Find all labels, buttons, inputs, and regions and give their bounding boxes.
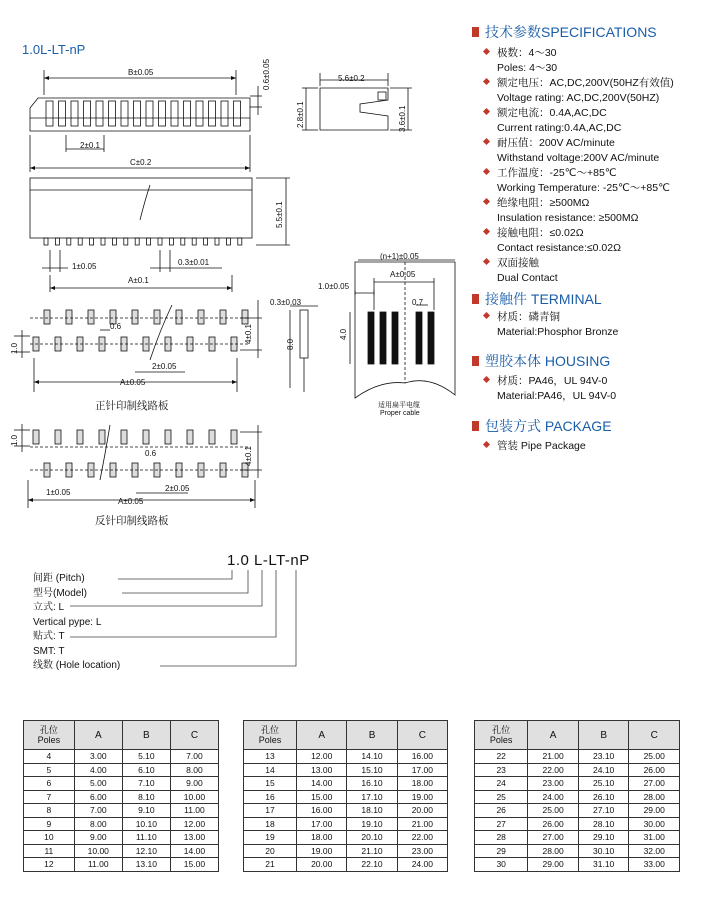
table-row — [24, 804, 219, 818]
poles-table-1 — [23, 720, 219, 872]
table-cell: 10.00 — [74, 844, 122, 858]
dim-a01: A±0.1 — [128, 276, 149, 285]
dim-t03: 0.3±0.01 — [178, 258, 210, 267]
table-cell: 26.00 — [629, 763, 680, 777]
table-row — [475, 750, 680, 764]
table-cell: 29.00 — [528, 858, 579, 872]
table-cell: 30 — [475, 858, 528, 872]
table-cell: 6 — [24, 777, 75, 791]
table-cell: 17.10 — [347, 790, 397, 804]
dim-aa: A±0.05 — [120, 378, 146, 387]
dim-h10b: 1.0 — [10, 434, 19, 446]
table-cell: 12.00 — [297, 750, 347, 764]
spec-en: Contact resistance:≤0.02Ω — [497, 241, 621, 254]
table-row — [24, 763, 219, 777]
spec-en: Insulation resistance: ≥500MΩ — [497, 211, 639, 224]
table-row — [244, 831, 448, 845]
dim-c: C±0.2 — [130, 158, 152, 167]
table-cell: 24.00 — [528, 790, 579, 804]
table-cell: 5 — [24, 763, 75, 777]
dim-p2: 2±0.1 — [80, 141, 100, 150]
table-cell: 5.00 — [74, 777, 122, 791]
table-cell: 22 — [475, 750, 528, 764]
table-cell: 20.10 — [347, 831, 397, 845]
table-cell: 4 — [24, 750, 75, 764]
table-cell: 14.10 — [347, 750, 397, 764]
table-cell: 22.10 — [347, 858, 397, 872]
part-number-line: 线数 (Hole location) — [33, 660, 121, 671]
table-cell: 15.00 — [297, 790, 347, 804]
dim-p10: 1.0±0.05 — [318, 282, 350, 291]
table-cell: 14.00 — [297, 777, 347, 791]
table-cell: 23.10 — [578, 750, 629, 764]
table-cell: 19 — [244, 831, 297, 845]
table-row — [24, 817, 219, 831]
table-cell: 10.00 — [170, 790, 218, 804]
table-row — [475, 831, 680, 845]
table-cell: 22.00 — [397, 831, 447, 845]
spec-cn: 额定电压：AC,DC,200V(50HZ有效值) — [497, 77, 674, 89]
spec-cn: 额定电流：0.4A,AC,DC — [497, 107, 607, 119]
table-cell: 17.00 — [297, 817, 347, 831]
table-cell: 22.00 — [528, 763, 579, 777]
spec-cn: 材质：磷青铜 — [497, 311, 560, 323]
dim-b: B±0.05 — [128, 68, 154, 77]
table-cell: 7.00 — [74, 804, 122, 818]
spec-en: Poles: 4～30 — [497, 61, 558, 74]
table-cell: 12.10 — [122, 844, 170, 858]
dim-h06: 0.6±0.05 — [262, 58, 271, 90]
spec-en: Material:Phosphor Bronze — [497, 325, 619, 338]
poles-table-2 — [243, 720, 448, 872]
table-row — [24, 777, 219, 791]
spec-heading: 技术参数SPECIFICATIONS — [472, 22, 657, 42]
table-cell: 26.00 — [528, 817, 579, 831]
poles-header — [24, 721, 75, 750]
dim-p1: 1±0.05 — [72, 262, 97, 271]
table-cell: 12.00 — [170, 817, 218, 831]
table-cell: 29.00 — [629, 804, 680, 818]
poles-header-en: Poles — [258, 735, 282, 745]
spec-cn: 双面接触 — [497, 257, 539, 269]
table-row — [475, 777, 680, 791]
poles-header-en: Poles — [489, 735, 513, 745]
table-cell: 18.10 — [347, 804, 397, 818]
poles-header — [475, 721, 528, 750]
dim-d06b: 0.6 — [145, 449, 157, 458]
table-cell: 30.00 — [629, 817, 680, 831]
poles-header — [244, 721, 297, 750]
table-cell: 9.10 — [122, 804, 170, 818]
table-row — [24, 858, 219, 872]
dim-p2b: 2±0.05 — [152, 362, 177, 371]
spec-en: Withstand voltage:200V AC/minute — [497, 151, 660, 164]
table-row — [475, 844, 680, 858]
table-cell: 11.10 — [122, 831, 170, 845]
table-cell: 16.00 — [297, 804, 347, 818]
table-row — [475, 858, 680, 872]
pcb-normal-caption: 正针印制线路板 — [95, 400, 169, 412]
poles-header-cn: 孔位 — [39, 725, 58, 735]
table-cell: 24 — [475, 777, 528, 791]
col-header-c: C — [170, 721, 218, 750]
dim-h28: 2.8±0.1 — [296, 101, 305, 128]
table-cell: 14 — [244, 763, 297, 777]
table-cell: 21.00 — [397, 817, 447, 831]
table-cell: 6.00 — [74, 790, 122, 804]
table-cell: 8.00 — [74, 817, 122, 831]
table-cell: 9.00 — [170, 777, 218, 791]
spec-cn: 接触电阻：≤0.02Ω — [497, 227, 584, 239]
col-header-c: C — [397, 721, 447, 750]
spec-cn: 工作温度：-25℃～+85℃ — [497, 167, 617, 179]
table-cell: 16.10 — [347, 777, 397, 791]
table-cell: 12 — [24, 858, 75, 872]
table-cell: 16 — [244, 790, 297, 804]
dim-ab: A±0.05 — [118, 497, 144, 506]
table-cell: 15.10 — [347, 763, 397, 777]
table-row — [24, 844, 219, 858]
table-cell: 6.10 — [122, 763, 170, 777]
dim-h4: 4.0 — [339, 328, 348, 340]
table-cell: 10.10 — [122, 817, 170, 831]
table-row — [475, 804, 680, 818]
part-number-line: SMT: T — [33, 645, 65, 657]
pcb-reverse-caption: 反针印制线路板 — [95, 515, 169, 527]
table-cell: 17.00 — [397, 763, 447, 777]
col-header-b: B — [578, 721, 629, 750]
table-row — [244, 763, 448, 777]
poles-header-en: Poles — [37, 735, 61, 745]
table-row — [244, 777, 448, 791]
spec-en: Voltage rating: AC,DC,200V(50HZ) — [497, 91, 660, 104]
table-row — [24, 831, 219, 845]
dim-h41: 4±0.1 — [244, 324, 253, 344]
table-cell: 25.00 — [629, 750, 680, 764]
table-cell: 7.10 — [122, 777, 170, 791]
part-number-line: 立式: L — [33, 602, 65, 613]
part-number-line: 贴式: T — [33, 631, 65, 642]
table-cell: 21 — [244, 858, 297, 872]
table-cell: 31.10 — [578, 858, 629, 872]
table-cell: 10 — [24, 831, 75, 845]
terminal-heading: 接触件 TERMINAL — [472, 289, 602, 309]
housing-heading: 塑胶本体 HOUSING — [472, 351, 610, 371]
table-cell: 29.10 — [578, 831, 629, 845]
spec-cn: 绝缘电阻：≥500MΩ — [497, 197, 590, 209]
table-cell: 9 — [24, 817, 75, 831]
part-number-title: 1.0 L-LT-nP — [227, 552, 310, 569]
part-number-legend — [33, 572, 120, 674]
table-cell: 18.00 — [297, 831, 347, 845]
table-row — [244, 750, 448, 764]
dim-d06: 0.6 — [110, 322, 122, 331]
spec-cn: 极数：4～30 — [497, 47, 557, 59]
spec-en: Material:PA46，UL 94V-0 — [497, 389, 617, 402]
table-cell: 25.00 — [528, 804, 579, 818]
col-header-a: A — [528, 721, 579, 750]
cable-caption-cn: 适用扁平电缆 — [378, 402, 420, 409]
table-cell: 21.00 — [528, 750, 579, 764]
dim-w07: 0.7 — [412, 298, 424, 307]
table-cell: 8 — [24, 804, 75, 818]
table-cell: 33.00 — [629, 858, 680, 872]
dim-h36: 3.6±0.1 — [398, 105, 407, 132]
table-cell: 30.10 — [578, 844, 629, 858]
table-cell: 5.10 — [122, 750, 170, 764]
spec-en: Working Temperature: -25℃～+85℃ — [497, 181, 670, 194]
table-cell: 11.00 — [170, 804, 218, 818]
col-header-a: A — [297, 721, 347, 750]
table-cell: 26.10 — [578, 790, 629, 804]
dim-p2c: 2±0.05 — [165, 484, 190, 493]
dim-h41b: 4±0.1 — [244, 446, 253, 466]
table-cell: 24.10 — [578, 763, 629, 777]
table-cell: 29 — [475, 844, 528, 858]
dim-n1: (n+1)±0.05 — [380, 252, 419, 261]
table-row — [244, 844, 448, 858]
part-number-line: 型号(Model) — [33, 587, 87, 599]
table-cell: 11 — [24, 844, 75, 858]
poles-header-cn: 孔位 — [492, 725, 511, 735]
table-cell: 15.00 — [170, 858, 218, 872]
spec-cn: 管装 Pipe Package — [497, 440, 586, 452]
spec-en: Dual Contact — [497, 271, 558, 284]
table-row — [475, 817, 680, 831]
model-number: 1.0L-LT-nP — [22, 42, 86, 57]
table-cell: 13 — [244, 750, 297, 764]
table-row — [244, 790, 448, 804]
table-row — [244, 804, 448, 818]
poles-header-cn: 孔位 — [261, 725, 280, 735]
table-row — [244, 817, 448, 831]
table-cell: 3.00 — [74, 750, 122, 764]
dim-h10: 1.0 — [10, 342, 19, 354]
dim-w56: 5.6±0.2 — [338, 74, 365, 83]
table-cell: 8.10 — [122, 790, 170, 804]
table-row — [24, 790, 219, 804]
table-cell: 7 — [24, 790, 75, 804]
table-cell: 11.00 — [74, 858, 122, 872]
table-cell: 27.10 — [578, 804, 629, 818]
table-cell: 21.10 — [347, 844, 397, 858]
dim-a05: A±0.05 — [390, 270, 416, 279]
table-row — [475, 763, 680, 777]
table-row — [244, 858, 448, 872]
dim-h55: 5.5±0.1 — [275, 201, 284, 228]
table-cell: 24.00 — [397, 858, 447, 872]
spec-cn: 耐压值：200V AC/minute — [497, 137, 615, 149]
table-cell: 27.00 — [629, 777, 680, 791]
spec-cn: 材质：PA46，UL 94V-0 — [497, 375, 608, 387]
table-cell: 13.10 — [122, 858, 170, 872]
part-number-line: 间距 (Pitch) — [33, 573, 85, 584]
table-cell: 19.10 — [347, 817, 397, 831]
table-cell: 19.00 — [297, 844, 347, 858]
table-cell: 15 — [244, 777, 297, 791]
table-cell: 28 — [475, 831, 528, 845]
table-cell: 19.00 — [397, 790, 447, 804]
table-cell: 7.00 — [170, 750, 218, 764]
table-cell: 14.00 — [170, 844, 218, 858]
table-cell: 23.00 — [397, 844, 447, 858]
table-cell: 4.00 — [74, 763, 122, 777]
table-cell: 18 — [244, 817, 297, 831]
table-cell: 20 — [244, 844, 297, 858]
package-heading: 包装方式 PACKAGE — [472, 416, 612, 436]
table-cell: 28.00 — [528, 844, 579, 858]
table-cell: 25.10 — [578, 777, 629, 791]
table-cell: 26 — [475, 804, 528, 818]
dim-p1b: 1±0.05 — [46, 488, 71, 497]
table-cell: 23 — [475, 763, 528, 777]
table-cell: 31.00 — [629, 831, 680, 845]
table-cell: 13.00 — [170, 831, 218, 845]
col-header-b: B — [122, 721, 170, 750]
cable-caption-en: Proper cable — [380, 410, 420, 417]
table-cell: 9.00 — [74, 831, 122, 845]
table-cell: 16.00 — [397, 750, 447, 764]
part-number-line: Vertical pype: L — [33, 616, 102, 628]
table-cell: 20.00 — [297, 858, 347, 872]
table-cell: 18.00 — [397, 777, 447, 791]
dim-h8: 8.0 — [286, 338, 295, 350]
col-header-c: C — [629, 721, 680, 750]
table-cell: 13.00 — [297, 763, 347, 777]
table-row — [475, 790, 680, 804]
table-cell: 25 — [475, 790, 528, 804]
spec-en: Current rating:0.4A,AC,DC — [497, 121, 622, 134]
dim-t003: 0.3±0.03 — [270, 298, 302, 307]
table-cell: 27.00 — [528, 831, 579, 845]
table-cell: 17 — [244, 804, 297, 818]
table-cell: 23.00 — [528, 777, 579, 791]
col-header-a: A — [74, 721, 122, 750]
col-header-b: B — [347, 721, 397, 750]
table-cell: 27 — [475, 817, 528, 831]
poles-table-3 — [474, 720, 680, 872]
table-row — [24, 750, 219, 764]
table-cell: 28.00 — [629, 790, 680, 804]
table-cell: 28.10 — [578, 817, 629, 831]
table-cell: 20.00 — [397, 804, 447, 818]
table-cell: 32.00 — [629, 844, 680, 858]
table-cell: 8.00 — [170, 763, 218, 777]
